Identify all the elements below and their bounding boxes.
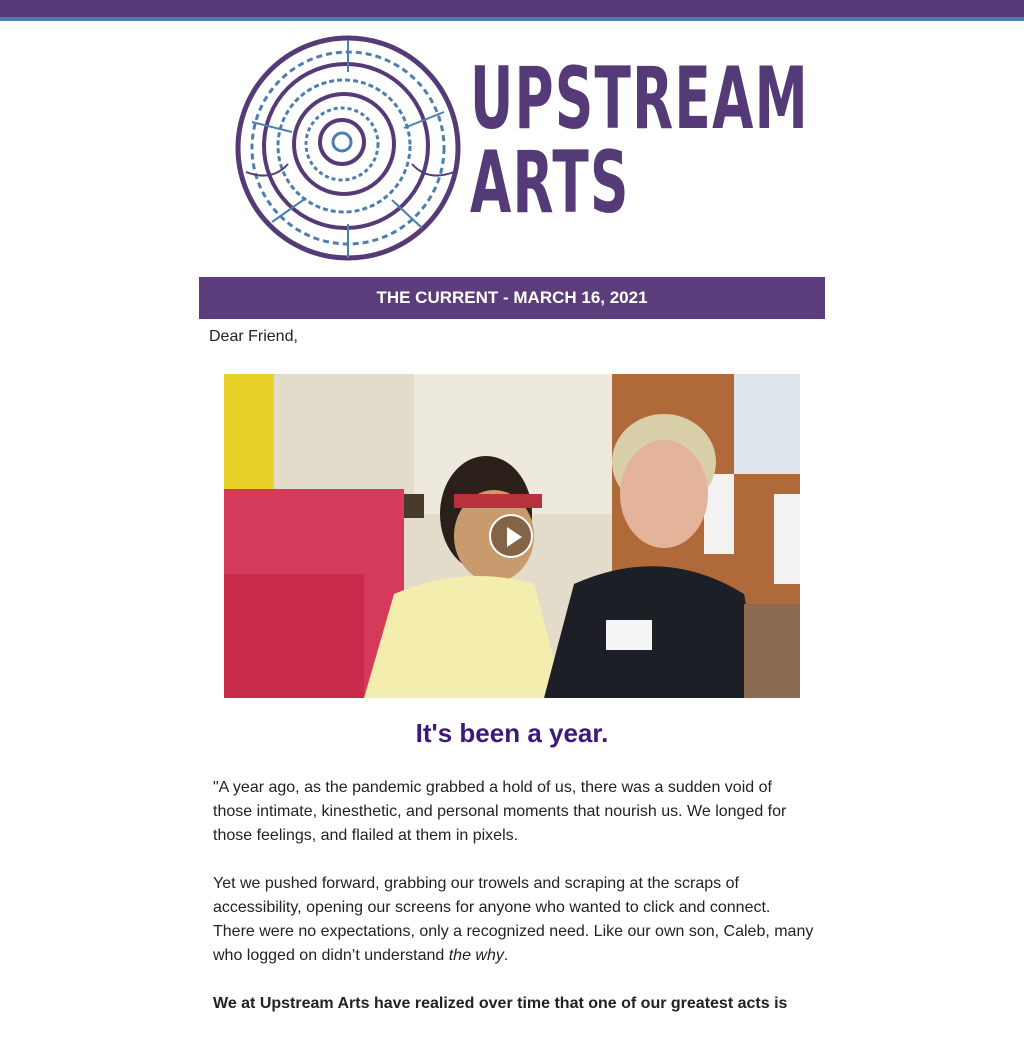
logo-line-upstream: UPSTREAM bbox=[470, 49, 809, 149]
logo-line-arts: ARTS bbox=[470, 133, 630, 233]
logo-wordmark bbox=[470, 49, 809, 233]
paragraph-2-emphasis: the why bbox=[448, 947, 504, 964]
paragraph-2-end: . bbox=[503, 947, 509, 964]
paragraph-1: "A year ago, as the pandemic grabbed a hold of us, there was a sudden void of those intimate, kinesthetic, and personal moments that nourish us. We longed for those feelings, and flailed at them in pixels. bbox=[213, 779, 787, 844]
paragraph-3 bbox=[213, 992, 815, 1016]
spiral-logo-icon bbox=[232, 32, 468, 268]
article-headline: It's been a year. bbox=[415, 718, 609, 748]
greeting: Dear Friend, bbox=[209, 328, 298, 345]
paragraph-3-bold: We at Upstream Arts have realized over time that one of our greatest acts is bbox=[213, 995, 788, 1012]
article-body bbox=[213, 776, 815, 1040]
paragraph-2-text: Yet we pushed forward, grabbing our trowels and scraping at the scraps of accessibility, opening our screens for anyone who wanted to click and connect. There were no expectations, only a recognized need. Like our own son, Caleb, many who logged on didn’t understand bbox=[213, 875, 814, 964]
upstream-arts-logo[interactable] bbox=[232, 32, 809, 268]
paragraph-2 bbox=[213, 872, 815, 968]
video-thumbnail[interactable] bbox=[224, 374, 800, 698]
play-button[interactable] bbox=[489, 514, 533, 558]
top-bar-accent bbox=[0, 17, 1024, 21]
newsletter-title-banner: THE CURRENT - MARCH 16, 2021 bbox=[199, 277, 825, 319]
top-bar bbox=[0, 0, 1024, 17]
play-icon bbox=[507, 527, 522, 547]
